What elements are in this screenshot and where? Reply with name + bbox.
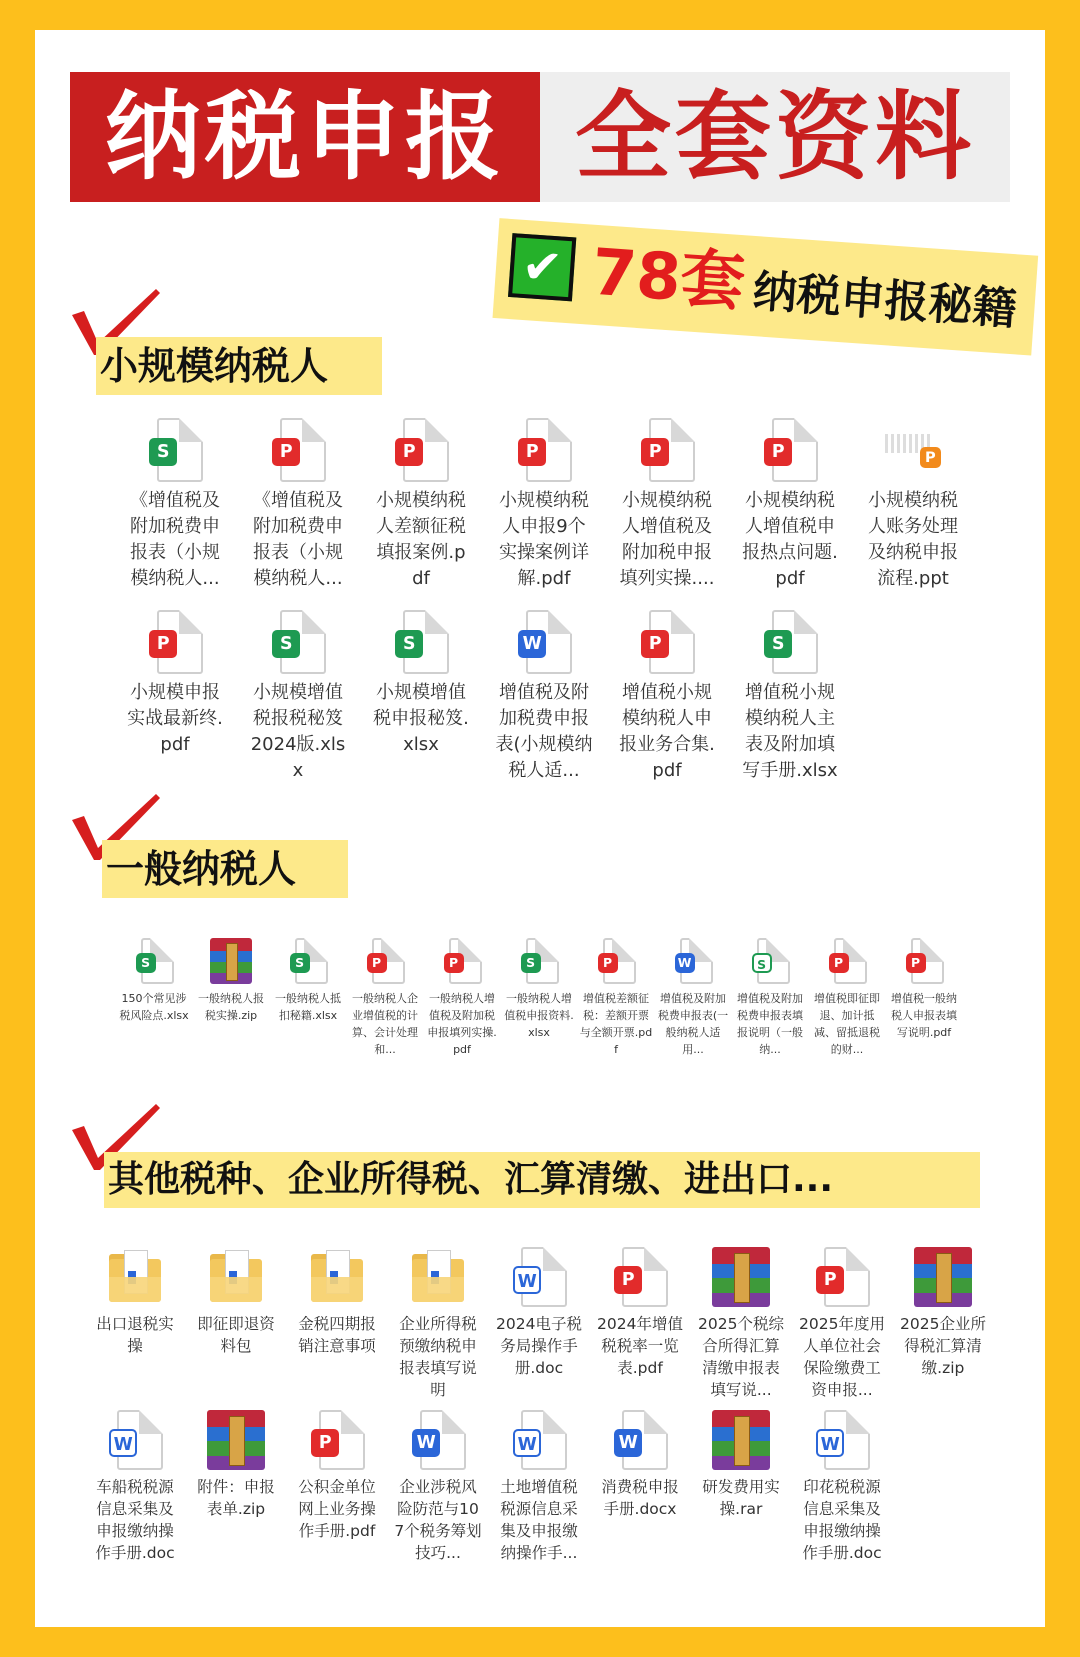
check-icon: ✔ [508, 233, 576, 301]
file-name: 《增值税及附加税费申报表（小规模纳税人... [130, 490, 220, 589]
file-name: 增值税小规模纳税人主表及附加填写手册.xlsx [742, 682, 838, 781]
file-name: 小规模纳税人增值税申报热点问题.pdf [742, 490, 838, 589]
file-name: 增值税及附加税费申报表(一般纳税人适用... [657, 992, 729, 1056]
section-title: 其他税种、企业所得税、汇算清缴、进出口... [104, 1152, 980, 1208]
pdf-icon: P [762, 418, 818, 482]
file-name: 2024年增值税税率一览表.pdf [597, 1315, 683, 1377]
file-item[interactable] [494, 1410, 584, 1564]
file-name: 增值税小规模纳税人申报业务合集.pdf [619, 682, 715, 781]
pdf-icon: P [814, 1247, 870, 1307]
file-item[interactable] [579, 938, 653, 1058]
file-name: 2025年度用人单位社会保险缴费工资申报... [799, 1315, 885, 1399]
file-name: 增值税及附加税费申报表(小规模纳税人适... [495, 682, 593, 781]
pdf-icon: P [309, 1410, 365, 1470]
word-outline-icon: W [107, 1410, 163, 1470]
excel-icon: S [134, 938, 174, 984]
folder-icon [208, 1247, 264, 1307]
file-item[interactable] [271, 938, 345, 1024]
word-icon: W [410, 1410, 466, 1470]
winrar-archive-icon [713, 1410, 769, 1470]
file-name: 小规模增值税申报秘笈.xlsx [373, 682, 469, 755]
excel-icon: S [147, 418, 203, 482]
pdf-icon: P [639, 610, 695, 674]
file-item[interactable] [292, 1247, 382, 1357]
file-name: 即征即退资料包 [197, 1315, 275, 1355]
file-name: 小规模纳税人账务处理及纳税申报流程.ppt [868, 490, 958, 589]
file-name: 出口退税实操 [96, 1315, 174, 1355]
powerpoint-icon: P [885, 418, 941, 482]
file-item[interactable] [125, 418, 225, 592]
promo-count: 78套 [589, 235, 748, 321]
file-item[interactable] [248, 610, 348, 784]
file-name: 小规模纳税人增值税及附加税申报填列实操.... [619, 490, 715, 589]
file-name: 150个常见涉税风险点.xlsx [119, 992, 189, 1022]
file-name: 印花税税源信息采集及申报缴纳操作手册.doc [802, 1478, 882, 1562]
pdf-icon: P [904, 938, 944, 984]
excel-icon: S [393, 610, 449, 674]
file-name: 研发费用实操.rar [702, 1478, 780, 1518]
file-item[interactable] [656, 938, 730, 1058]
file-item[interactable] [502, 938, 576, 1041]
file-name: 小规模纳税人差额征税填报案例.pdf [376, 490, 466, 589]
file-item[interactable] [90, 1410, 180, 1564]
word-icon: W [516, 610, 572, 674]
file-name: 小规模申报实战最新终.pdf [127, 682, 223, 755]
folder-icon [309, 1247, 365, 1307]
file-item[interactable] [292, 1410, 382, 1542]
file-name: 小规模增值税报税秘笈2024版.xlsx [250, 682, 346, 781]
file-item[interactable] [117, 938, 191, 1024]
file-item[interactable] [494, 610, 594, 784]
file-name: 《增值税及附加税费申报表（小规模纳税人... [253, 490, 343, 589]
file-name: 增值税及附加税费申报表填报说明（一般纳... [737, 992, 803, 1056]
file-name: 消费税申报手册.docx [601, 1478, 679, 1518]
word-icon: W [673, 938, 713, 984]
file-item[interactable] [863, 418, 963, 592]
file-item[interactable] [696, 1410, 786, 1520]
pdf-icon: P [270, 418, 326, 482]
file-item[interactable] [348, 938, 422, 1058]
pdf-icon: P [827, 938, 867, 984]
file-name: 企业涉税风险防范与107个税务筹划技巧... [394, 1478, 482, 1562]
file-item[interactable] [595, 1247, 685, 1379]
file-name: 公积金单位网上业务操作手册.pdf [298, 1478, 376, 1540]
file-name: 附件：申报表单.zip [197, 1478, 275, 1518]
file-item[interactable] [494, 418, 594, 592]
word-icon: W [612, 1410, 668, 1470]
folder-icon [107, 1247, 163, 1307]
file-item[interactable] [740, 610, 840, 784]
word-outline-icon: W [511, 1410, 567, 1470]
file-item[interactable] [371, 418, 471, 592]
promo-text: 纳税申报秘籍 [751, 266, 1019, 336]
file-item[interactable] [810, 938, 884, 1058]
file-item[interactable] [125, 610, 225, 758]
folder-icon [410, 1247, 466, 1307]
excel-outline-icon: S [750, 938, 790, 984]
banner-right-title: 全套资料 [575, 81, 975, 193]
file-name: 一般纳税人增值税及附加税申报填列实操.pdf [427, 992, 497, 1056]
pdf-icon: P [393, 418, 449, 482]
winrar-archive-icon [208, 1410, 264, 1470]
file-name: 2025企业所得税汇算清缴.zip [900, 1315, 986, 1377]
file-item[interactable] [617, 610, 717, 784]
file-item[interactable] [733, 938, 807, 1058]
file-name: 增值税一般纳税人申报表填写说明.pdf [891, 992, 957, 1039]
file-item[interactable] [696, 1247, 786, 1401]
excel-icon: S [519, 938, 559, 984]
pdf-icon: P [442, 938, 482, 984]
banner-left-title: 纳税申报 [70, 72, 540, 202]
file-name: 2024电子税务局操作手册.doc [496, 1315, 582, 1377]
file-item[interactable] [797, 1247, 887, 1401]
file-name: 一般纳税人抵扣秘籍.xlsx [275, 992, 341, 1022]
file-item[interactable] [797, 1410, 887, 1564]
file-name: 一般纳税人企业增值税的计算、会计处理和... [352, 992, 418, 1056]
winrar-archive-icon [713, 1247, 769, 1307]
file-name: 一般纳税人增值税申报资料.xlsx [504, 992, 574, 1039]
excel-icon: S [270, 610, 326, 674]
file-name: 企业所得税预缴纳税申报表填写说明 [399, 1315, 477, 1399]
file-name: 增值税即征即退、加计抵减、留抵退税的财... [814, 992, 880, 1056]
section-title: 小规模纳税人 [96, 337, 382, 395]
word-outline-icon: W [511, 1247, 567, 1307]
pdf-icon: P [596, 938, 636, 984]
file-item[interactable] [371, 610, 471, 758]
file-name: 土地增值税税源信息采集及申报缴纳操作手... [500, 1478, 578, 1562]
excel-icon: S [762, 610, 818, 674]
pdf-icon: P [147, 610, 203, 674]
file-name: 增值税差额征税：差额开票与全额开票.pdf [579, 992, 653, 1056]
file-item[interactable] [740, 418, 840, 592]
file-item[interactable] [248, 418, 348, 592]
file-item[interactable] [393, 1247, 483, 1401]
file-item[interactable] [194, 938, 268, 1024]
pdf-icon: P [612, 1247, 668, 1307]
file-item[interactable] [887, 938, 961, 1041]
pdf-icon: P [516, 418, 572, 482]
file-name: 一般纳税人报税实操.zip [198, 992, 264, 1022]
file-item[interactable] [425, 938, 499, 1058]
file-item[interactable] [90, 1247, 180, 1357]
file-item[interactable] [595, 1410, 685, 1520]
file-item[interactable] [617, 418, 717, 592]
excel-icon: S [288, 938, 328, 984]
file-name: 2025个税综合所得汇算清缴申报表填写说... [698, 1315, 784, 1399]
title-banner [70, 72, 1010, 202]
file-name: 车船税税源信息采集及申报缴纳操作手册.doc [95, 1478, 175, 1562]
file-item[interactable] [494, 1247, 584, 1379]
file-name: 金税四期报销注意事项 [298, 1315, 376, 1355]
word-outline-icon: W [814, 1410, 870, 1470]
file-item[interactable] [191, 1247, 281, 1357]
winrar-archive-icon [211, 938, 251, 984]
file-item[interactable] [393, 1410, 483, 1564]
file-item[interactable] [191, 1410, 281, 1520]
winrar-archive-icon [915, 1247, 971, 1307]
file-name: 小规模纳税人申报9个实操案例详解.pdf [499, 490, 589, 589]
section-title: 一般纳税人 [102, 840, 348, 898]
pdf-icon: P [639, 418, 695, 482]
file-item[interactable] [898, 1247, 988, 1379]
pdf-icon: P [365, 938, 405, 984]
